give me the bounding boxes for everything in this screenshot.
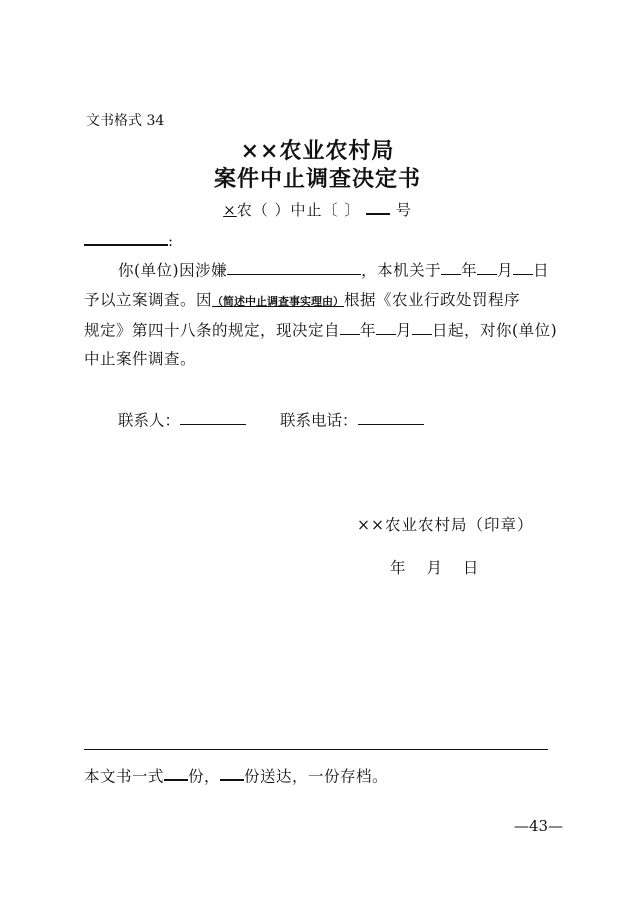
doc-number-blank [366,197,390,215]
body-line-2 [84,288,520,310]
date-day: 日 [462,559,479,577]
doc-number-middle: 农（ ）中止〔 〕 [236,200,361,219]
month-blank [376,318,396,335]
delivered-copies-blank [220,763,244,781]
body-line-4: 中止案件调查。 [84,350,197,368]
contact-phone-label: 联系电话： [280,411,358,430]
date-month: 月 [426,559,442,577]
issuer-seal: ××农业农村局（印章） [357,516,534,534]
body-text: ，本机关于 [361,261,442,280]
footer-divider [84,749,548,750]
contact-phone-blank [358,408,424,425]
footer-text: 本文书一式 [84,767,165,786]
document-number [0,197,635,220]
body-text: 予以立案调查。因 [84,291,213,309]
day-blank [513,258,533,275]
body-line-1 [118,258,549,280]
body-text: 月 [497,261,514,280]
year-blank [441,258,461,275]
addressee-blank [84,228,168,246]
document-title: 案件中止调查决定书 [213,166,421,192]
contact-person-label: 联系人： [118,411,181,430]
body-text: 你(单位)因涉嫌 [118,261,228,280]
body-text: 日起，对你(单位) [432,321,558,340]
document-title-issuer: ××农业农村局 [240,138,395,164]
suspension-reason-hint: （简述中止调查事实理由） [212,295,345,308]
total-copies-blank [164,763,188,781]
date-year: 年 [390,559,406,577]
contact-line [118,408,424,430]
suspected-violation-blank [227,258,361,275]
form-number: 文书格式 34 [86,113,165,129]
day-blank [412,318,432,335]
copies-note [84,763,388,786]
month-blank [477,258,497,275]
footer-text: 份， [188,767,221,786]
doc-number-prefix: × [223,200,237,219]
body-text: 根据《农业行政处罚程序 [344,291,521,309]
addressee-colon: : [168,231,174,250]
contact-person-blank [180,408,246,425]
body-text: 日 [533,261,550,280]
year-blank [340,318,360,335]
page-number: —43— [514,817,564,835]
footer-text: 份送达，一份存档。 [244,767,389,786]
doc-number-suffix: 号 [395,200,412,219]
addressee-line [84,228,173,250]
body-line-3 [84,318,557,340]
body-text: 月 [396,321,413,340]
body-text: 年 [461,261,478,280]
body-text: 年 [360,321,377,340]
body-text: 规定》第四十八条的规定，现决定自 [84,321,341,340]
issue-date [390,556,478,578]
